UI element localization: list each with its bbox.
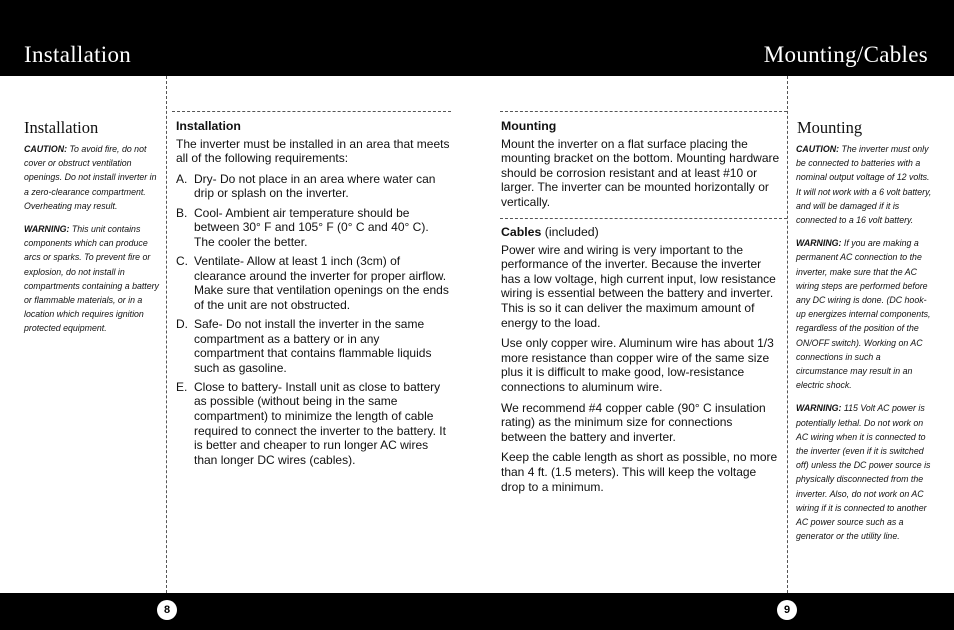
right-page-number: 9 — [777, 600, 797, 620]
header-left-title: Installation — [24, 42, 132, 67]
requirements-list — [176, 172, 452, 468]
cables-heading — [501, 225, 781, 240]
installation-heading: Installation — [176, 119, 241, 133]
warning-text: This unit contains components which can produce arcs or sparks. To prevent fire or explosion, do not install in compartments containing a battery or flammable materials, or in a location which requires ignition protected equipment. — [24, 224, 159, 334]
warning-note — [24, 222, 160, 336]
warning-note — [796, 236, 932, 392]
warning-label: WARNING: — [796, 238, 842, 249]
list-item — [176, 206, 452, 250]
header-bar — [0, 0, 954, 76]
warning-note — [796, 401, 932, 543]
mounting-section — [501, 119, 781, 216]
cables-paragraph: Power wire and wiring is very important to the performance of the inverter. Because the inverter has a low voltage, high current input, low resistance wiring is essential between the battery and inverter. This is so it can deliver the maximum amount of energy to the load. — [501, 242, 776, 330]
list-item — [176, 254, 452, 312]
list-marker: E. — [176, 379, 188, 394]
list-item-text: Cool- Ambient air temperature should be between 30° F and 105° F (0° C and 40° C). The cooler the better. — [194, 205, 429, 249]
installation-top-rule — [172, 111, 451, 112]
caution-text: The inverter must only be connected to batteries with a nominal output voltage of 12 volts. It will not work with a 6 volt battery, and will be damaged if it is connected to a 16 volt battery. — [796, 144, 932, 226]
left-page-number: 8 — [157, 600, 177, 620]
left-sidebar-heading: Installation — [24, 118, 99, 137]
cables-heading-suffix: (included) — [541, 225, 599, 239]
warning-text: If you are making a permanent AC connection to the inverter, make sure that the AC wiring steps are performed before any DC wiring is done. (DC hook-up energizes internal components, regardless of the position of the ON/OFF switch). Working on AC connections in such a circumstance may result in an electric shock. — [796, 238, 931, 391]
cables-heading-bold: Cables — [501, 225, 542, 239]
left-column-divider — [166, 76, 167, 593]
list-item-text: Ventilate- Allow at least 1 inch (3cm) of clearance around the inverter for proper airflow. Make sure that ventilation openings on the ends of the unit are not obstructed. — [194, 253, 449, 312]
mounting-top-rule — [500, 111, 787, 112]
list-marker: D. — [176, 316, 188, 331]
list-marker: A. — [176, 171, 188, 186]
caution-label: CAUTION: — [796, 144, 840, 154]
caution-label: CAUTION: — [24, 144, 68, 154]
header-right-title: Mounting/Cables — [763, 42, 928, 67]
installation-intro: The inverter must be installed in an area that meets all of the following requirements: — [176, 136, 450, 166]
list-item — [176, 317, 452, 375]
mounting-text: Mount the inverter on a flat surface placing the mounting bracket on the bottom. Mounting hardware should be corrosion resistant and at least #10 or larger. The inverter can be mounted horizontally or vertically. — [501, 136, 780, 209]
list-marker: C. — [176, 253, 188, 268]
installation-section — [176, 119, 452, 472]
caution-text: To avoid fire, do not cover or obstruct ventilation openings. Do not install inverter in a zero-clearance compartment. Overheating may result. — [24, 144, 157, 211]
mounting-heading: Mounting — [501, 119, 557, 133]
list-item — [176, 172, 452, 201]
cables-paragraph: Use only copper wire. Aluminum wire has about 1/3 more resistance than copper wire of the same size plus it is difficult to make good, low-resistance connections to aluminum wire. — [501, 336, 774, 394]
list-marker: B. — [176, 205, 188, 220]
right-sidebar-notes — [796, 142, 932, 552]
warning-label: WARNING: — [24, 224, 70, 235]
footer-bar — [0, 593, 954, 630]
warning-label: WARNING: — [796, 403, 842, 414]
warning-text: 115 Volt AC power is potentially lethal. Do not work on AC wiring when it is connected to the inverter (even if it is switched off) unless the DC power source is physically disconnected from the inverter. Also, do not work on AC wiring if it is connected to another AC power source such as a generator or the utility line. — [796, 403, 931, 542]
cables-paragraph: We recommend #4 copper cable (90° C insulation rating) as the minimum size for connections between the battery and inverter. — [501, 400, 766, 444]
right-sidebar-heading: Mounting — [797, 118, 863, 137]
cables-section — [501, 225, 781, 500]
caution-note — [24, 142, 160, 213]
list-item-text: Dry- Do not place in an area where water can drip or splash on the inverter. — [194, 171, 436, 201]
list-item-text: Close to battery- Install unit as close to battery as possible (without being in the same compartment) to minimize the length of cable required to connect the inverter to the battery. It is better and cheaper to run longer AC wires than longer DC wires (cables). — [194, 379, 446, 467]
cables-top-rule — [500, 218, 787, 219]
caution-note — [796, 142, 932, 227]
left-sidebar-notes — [24, 142, 160, 345]
cables-paragraph: Keep the cable length as short as possible, no more than 4 ft. (1.5 meters). This will keep the voltage drop to a minimum. — [501, 450, 778, 494]
right-column-divider — [787, 76, 788, 593]
list-item-text: Safe- Do not install the inverter in the same compartment as a battery or in any compartment that contains flammable liquids such as gasoline. — [194, 316, 432, 375]
list-item — [176, 380, 452, 468]
